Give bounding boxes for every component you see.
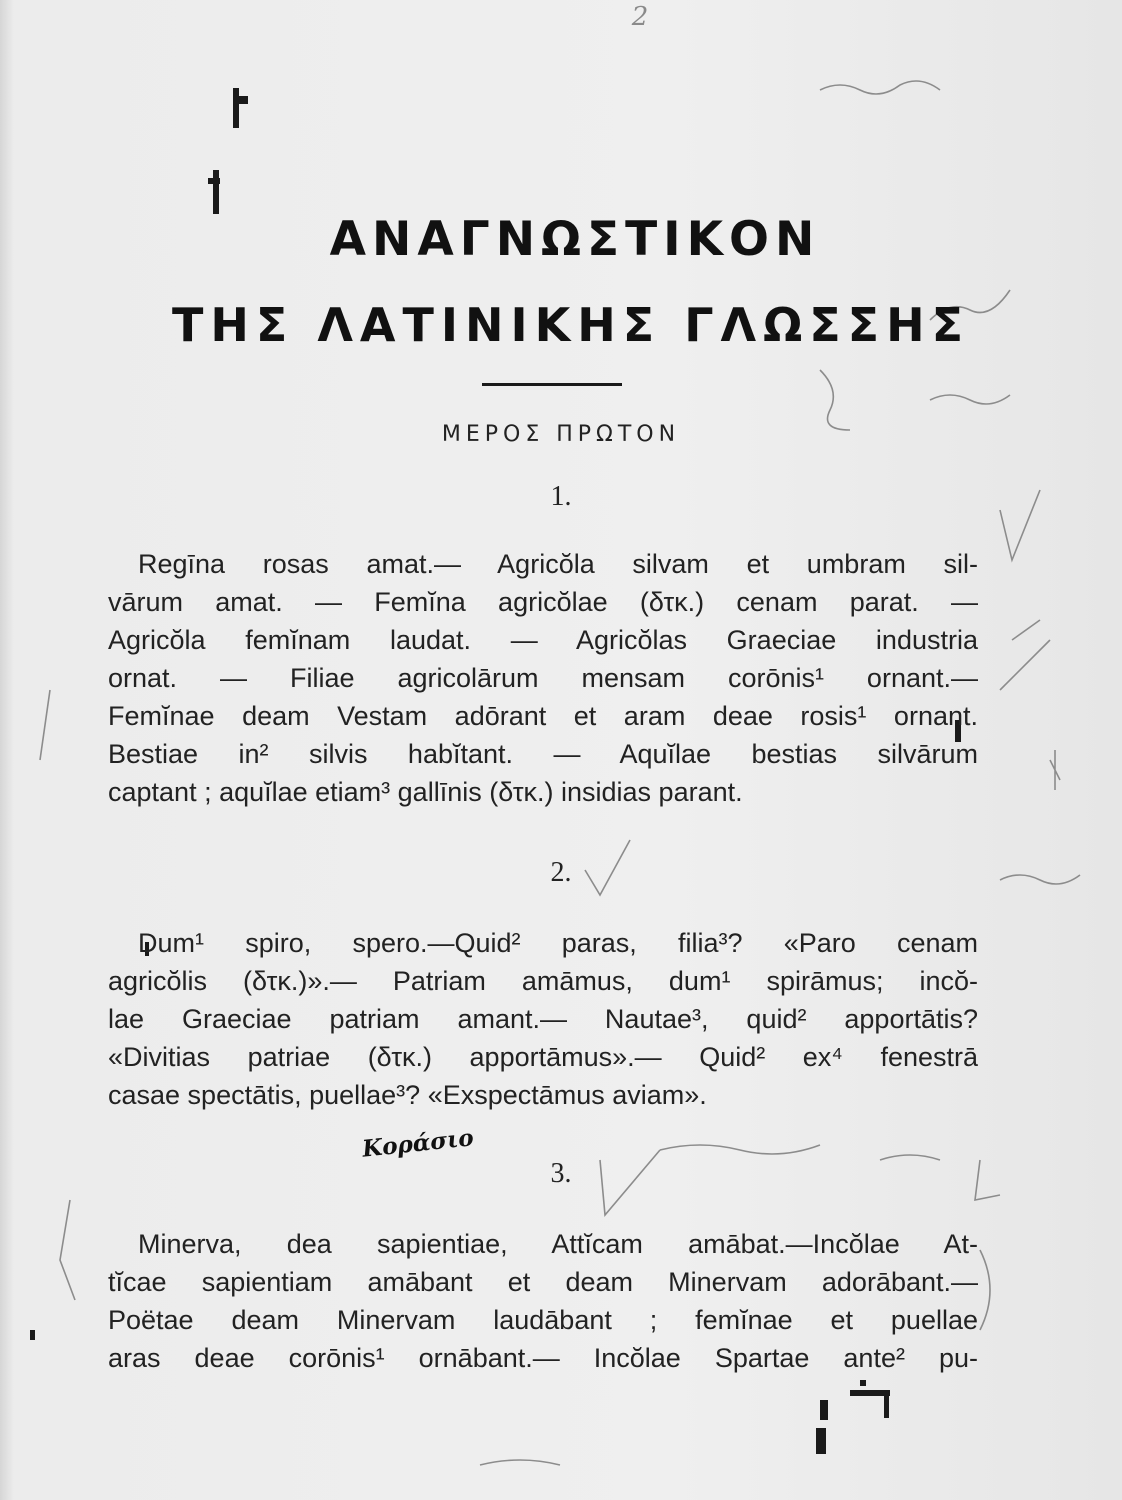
text-line: captant ; aquĭlae etiam³ gallīnis (δτκ.) insidias parant. [108, 777, 743, 807]
text-line: ornat. — Filiae agricolārum mensam corōnis¹ ornant.— [108, 663, 978, 693]
text-line: Agricŏla femĭnam laudat. — Agricŏlas Graeciae industria [108, 625, 978, 655]
section-1-text [108, 545, 978, 811]
text-line: vārum amat. — Femĭna agricŏlae (δτκ.) cenam parat. — [108, 587, 978, 617]
page-number: 2 [631, 2, 649, 32]
text-line: Femĭnae deam Vestam adōrant et aram deae rosis¹ ornant. [108, 701, 978, 731]
text-line: lae Graeciae patriam amant.— Nautae³, quid² apportātis? [108, 1004, 978, 1034]
part-title: ΜΕΡΟΣ ΠΡΩΤΟΝ [441, 422, 681, 447]
section-3-text [108, 1225, 978, 1377]
text-line: aras deae corōnis¹ ornābant.— Incŏlae Spartae ante² pu- [108, 1343, 978, 1373]
book-title-line-2: ΤΗΣ ΛΑΤΙΝΙΚΗΣ ΓΛΩΣΣΗΣ [172, 298, 970, 352]
text-line: Poëtae deam Minervam laudābant ; femĭnae et puellae [108, 1305, 978, 1335]
section-number: 1. [550, 481, 572, 512]
book-title-line-1: ΑΝΑΓΝΩΣΤΙΚΟΝ [329, 212, 821, 267]
section-2-text [108, 924, 978, 1114]
text-line: tĭcae sapientiam amābant et deam Minervam adorābant.— [108, 1267, 978, 1297]
handwritten-note: Κοράσιο [360, 1124, 475, 1163]
text-line: agricŏlis (δτκ.)».— Patriam amāmus, dum¹ spirāmus; incŏ- [108, 966, 978, 996]
text-line: «Divitias patriae (δτκ.) apportāmus».— Quid² ex⁴ fenestrā [108, 1042, 978, 1072]
text-line: casae spectātis, puellae³? «Exspectāmus aviam». [108, 1080, 707, 1110]
section-number: 2. [550, 857, 572, 888]
text-line: Bestiae in² silvis habĭtant. — Aquĭlae bestias silvārum [108, 739, 978, 769]
text-line: Dum¹ spiro, spero.—Quid² paras, filia³? «Paro cenam [138, 928, 978, 958]
title-divider [482, 383, 622, 386]
section-number: 3. [550, 1158, 572, 1189]
text-line: Minerva, dea sapientiae, Attĭcam amābat.—Incŏlae At- [138, 1229, 978, 1259]
text-line: Regīna rosas amat.— Agricŏla silvam et umbram sil- [138, 549, 978, 579]
